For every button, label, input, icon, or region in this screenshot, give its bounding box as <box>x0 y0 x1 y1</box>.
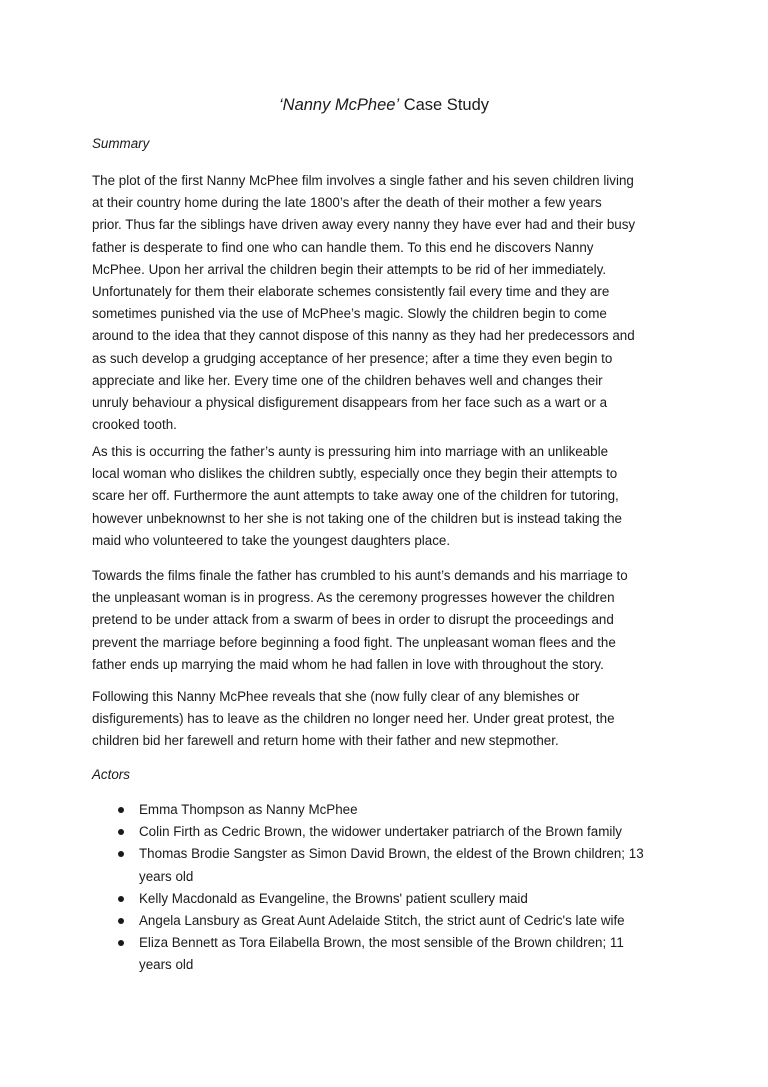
paragraph-line: The plot of the first Nanny McPhee film involves a single father and his seven children living <box>92 173 634 188</box>
actor-list-item <box>92 799 692 821</box>
paragraph-line: McPhee. Upon her arrival the children begin their attempts to be rid of her immediately. <box>92 261 607 277</box>
actor-line: Eliza Bennett as Tora Eilabella Brown, the most sensible of the Brown children; 11 <box>139 935 624 951</box>
actor-line: Kelly Macdonald as Evangeline, the Browns' patient scullery maid <box>139 890 528 906</box>
actor-line: years old <box>139 868 194 884</box>
actor-list-item <box>92 932 692 976</box>
paragraph-3 <box>92 565 682 676</box>
document-title <box>0 94 768 116</box>
actor-line: Angela Lansbury as Great Aunt Adelaide Stitch, the strict aunt of Cedric's late wife <box>139 913 625 929</box>
actor-line: Thomas Brodie Sangster as Simon David Brown, the eldest of the Brown children; 13 <box>139 846 644 862</box>
title-suffix: Case Study <box>399 96 490 114</box>
bullet-icon <box>118 807 124 813</box>
paragraph-4 <box>92 686 682 753</box>
paragraph-1 <box>92 170 682 436</box>
paragraph-line: sometimes punished via the use of McPhee’s magic. Slowly the children begin to come <box>92 306 607 322</box>
paragraph-line: crooked tooth. <box>92 417 177 433</box>
paragraph-line: as such develop a grudging acceptance of her presence; after a time they even begin to <box>92 350 613 366</box>
title-film-name: ‘Nanny McPhee’ <box>278 96 400 114</box>
paragraph-line: Following this Nanny McPhee reveals that she (now fully clear of any blemishes or <box>92 689 580 704</box>
paragraph-line: pretend to be under attack from a swarm of bees in order to disrupt the proceedings and <box>92 612 614 628</box>
actor-line: Colin Firth as Cedric Brown, the widower undertaker patriarch of the Brown family <box>139 824 623 840</box>
actor-line: Emma Thompson as Nanny McPhee <box>139 802 358 817</box>
summary-heading: Summary <box>92 136 150 151</box>
paragraph-line: As this is occurring the father’s aunty is pressuring him into marriage with an unlikeable <box>92 444 609 459</box>
actors-list <box>92 799 692 977</box>
paragraph-line: father is desperate to find one who can handle them. To this end he discovers Nanny <box>92 239 594 255</box>
paragraph-line: father ends up marrying the maid whom he had fallen in love with throughout the story. <box>92 656 604 672</box>
paragraph-line: disfigurements) has to leave as the children no longer need her. Under great protest, the <box>92 711 615 727</box>
actor-list-item <box>92 888 692 910</box>
actor-list-item <box>92 910 692 932</box>
paragraph-line: scare her off. Furthermore the aunt attempts to take away one of the children for tutoring, <box>92 488 619 504</box>
paragraph-line: Unfortunately for them their elaborate schemes consistently fail every time and they are <box>92 283 610 299</box>
paragraph-line: prior. Thus far the siblings have driven away every nanny they have ever had and their busy <box>92 217 636 233</box>
paragraph-line: around to the idea that they cannot dispose of this nanny as they had her predecessors and <box>92 328 635 344</box>
paragraph-2 <box>92 441 682 552</box>
bullet-icon <box>118 829 124 835</box>
bullet-icon <box>118 940 124 946</box>
paragraph-line: local woman who dislikes the children subtly, especially once they begin their attempts to <box>92 466 618 482</box>
bullet-icon <box>118 851 124 857</box>
bullet-icon <box>118 918 124 924</box>
paragraph-line: at their country home during the late 1800’s after the death of their mother a few years <box>92 195 602 211</box>
bullet-icon <box>118 896 124 902</box>
actor-line: years old <box>139 957 194 973</box>
paragraph-line: prevent the marriage before beginning a food fight. The unpleasant woman flees and the <box>92 634 616 650</box>
paragraph-line: the unpleasant woman is in progress. As the ceremony progresses however the children <box>92 590 615 606</box>
actor-list-item <box>92 843 692 887</box>
paragraph-line: however unbeknownst to her she is not taking one of the children but is instead taking the <box>92 510 623 526</box>
paragraph-line: appreciate and like her. Every time one of the children behaves well and changes their <box>92 372 603 388</box>
actor-list-item <box>92 821 692 843</box>
paragraph-line: maid who volunteered to take the youngest daughters place. <box>92 532 451 548</box>
paragraph-line: children bid her farewell and return home with their father and new stepmother. <box>92 733 559 749</box>
paragraph-line: unruly behaviour a physical disfigurement disappears from her face such as a wart or a <box>92 394 608 410</box>
paragraph-line: Towards the films finale the father has crumbled to his aunt’s demands and his marriage to <box>92 568 628 583</box>
actors-heading: Actors <box>92 767 130 782</box>
